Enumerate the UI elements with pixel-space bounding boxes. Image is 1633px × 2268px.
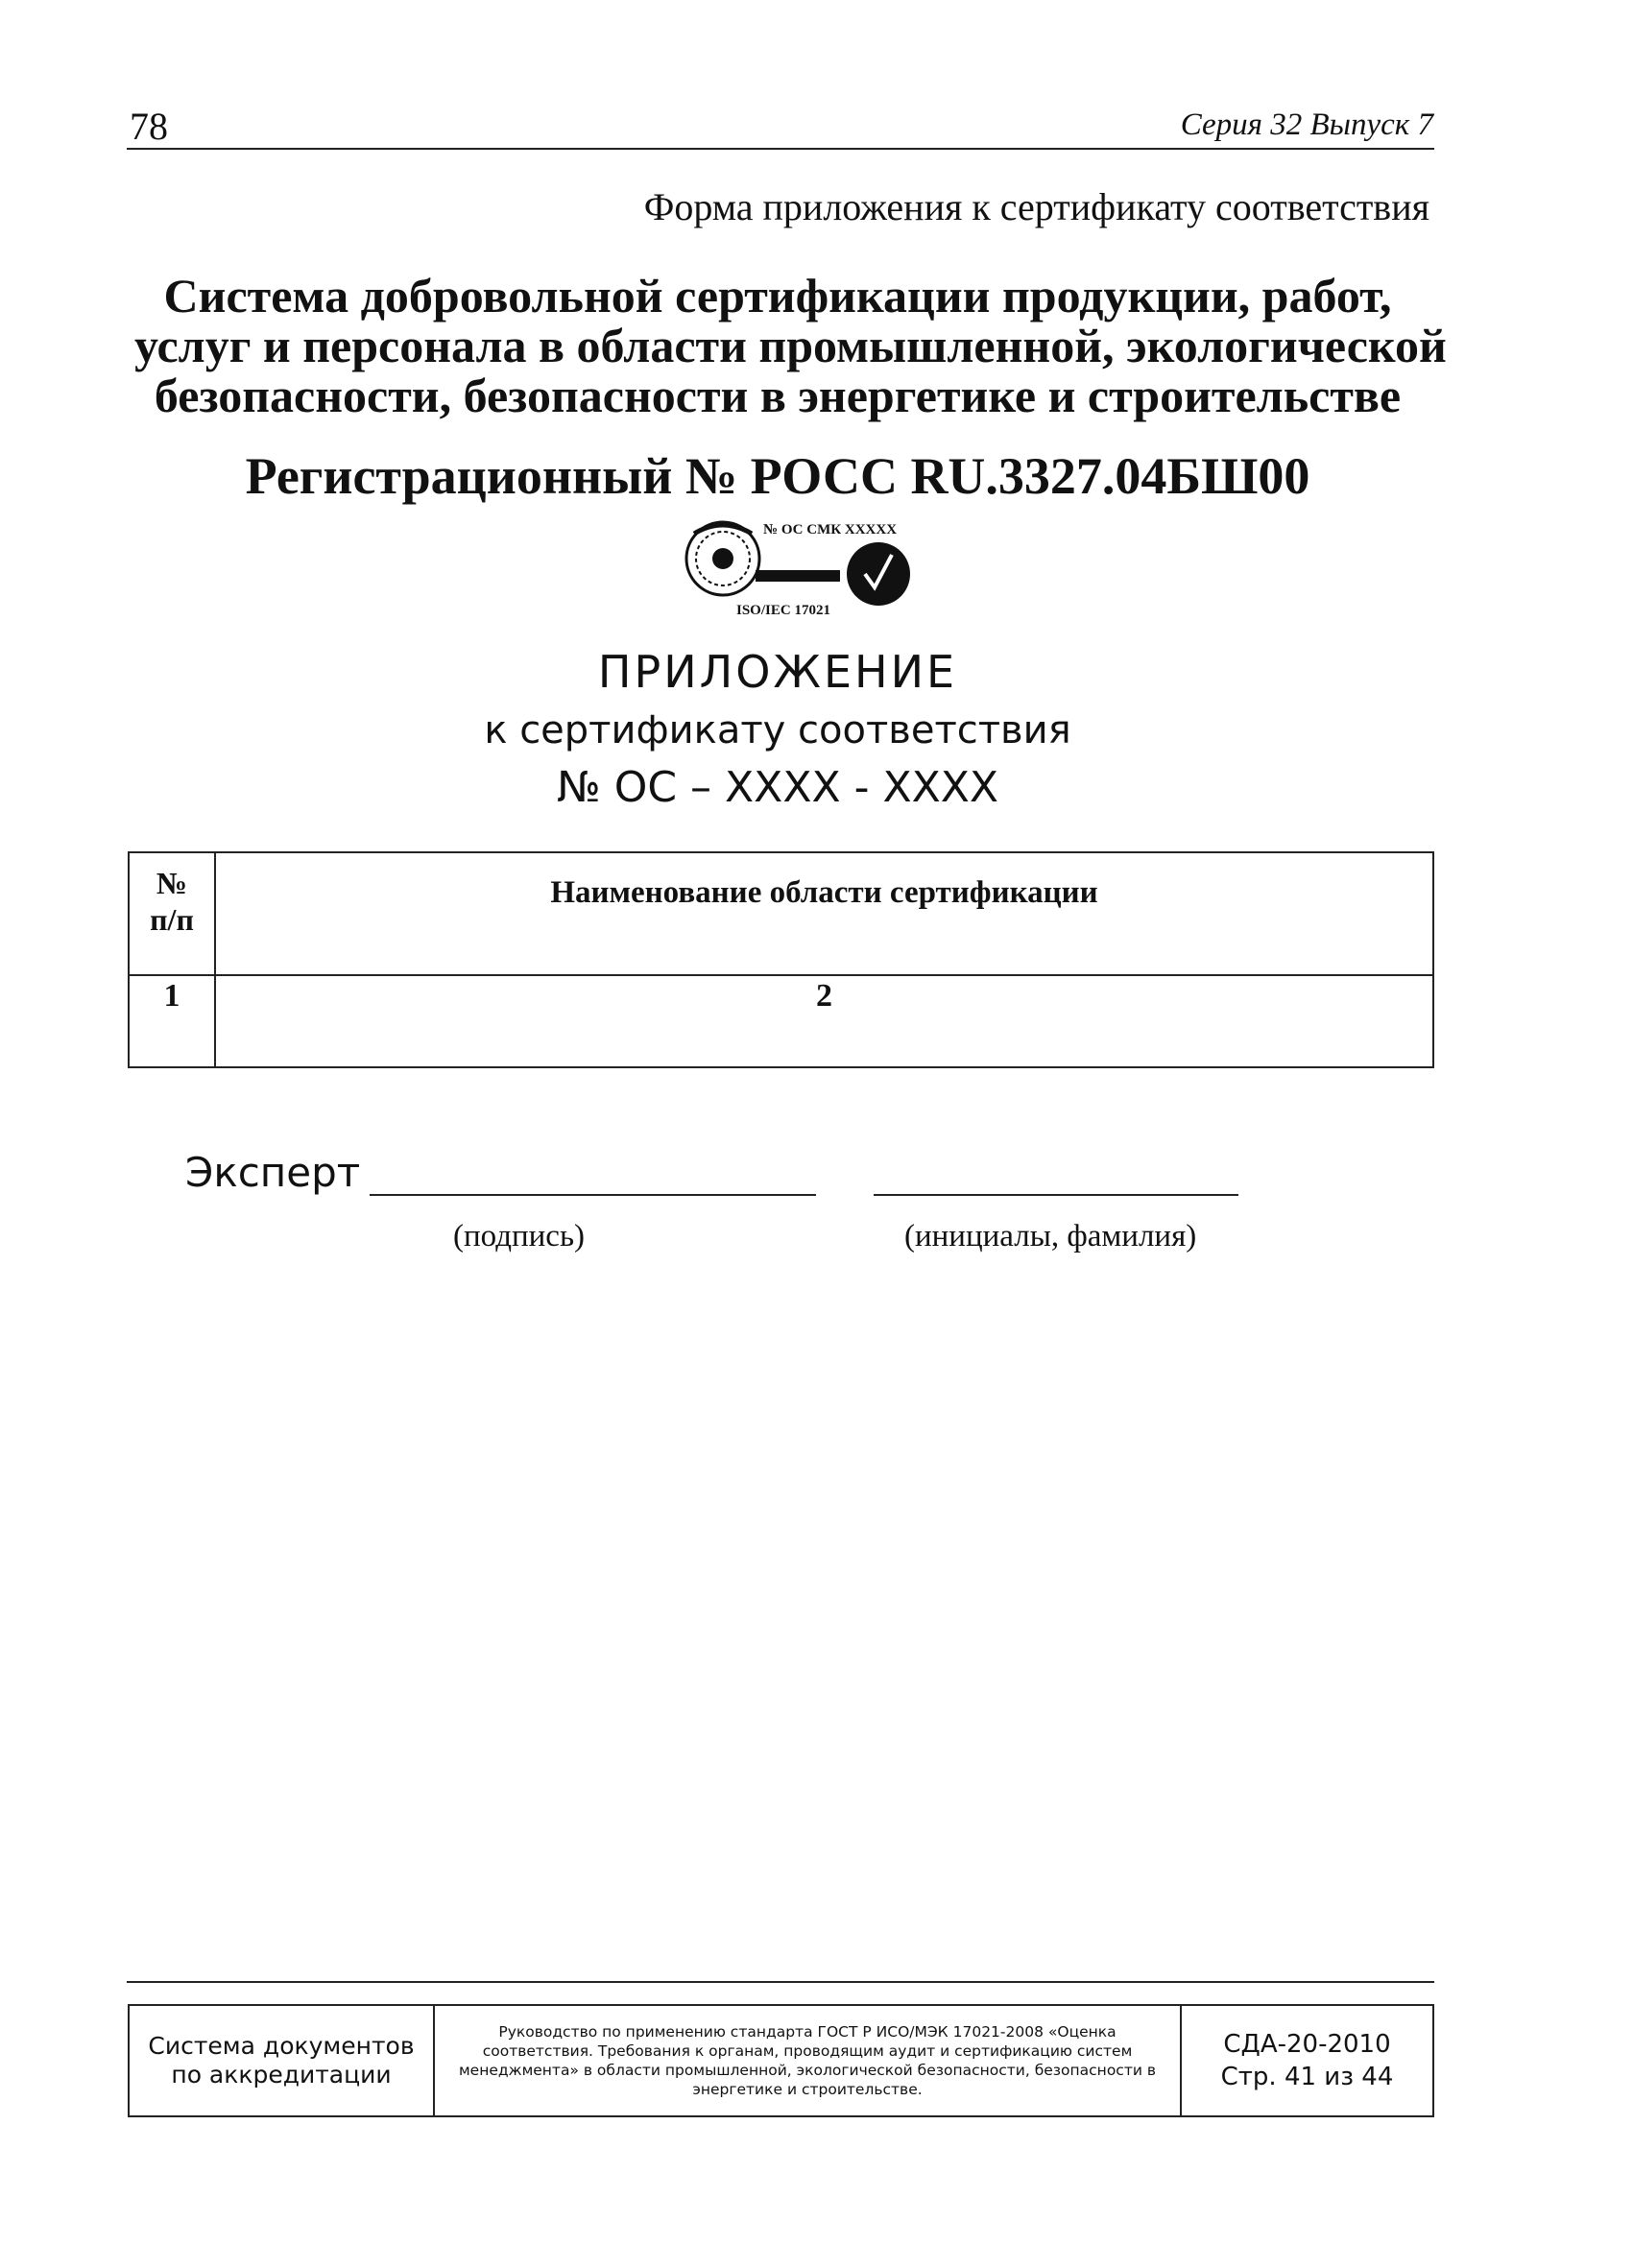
appendix-number: № ОС – XXXX - XXXX (556, 763, 999, 812)
footer-doc-code: СДА-20-2010 (1223, 2030, 1391, 2059)
footer-rule (127, 1981, 1434, 1983)
scope-table (128, 851, 1434, 1068)
footer-left-cell: Система документов по аккредитации (129, 2005, 434, 2116)
footer-row (129, 2005, 1433, 2116)
system-title (134, 269, 1447, 422)
system-title-line-1: Система добровольной сертификации продукции, работ, (163, 269, 1392, 322)
series-label: Серия 32 Выпуск 7 (1180, 107, 1433, 142)
column-header-number-line-1: № (156, 866, 188, 900)
signature-line (370, 1194, 816, 1196)
column-header-number-line-2: п/п (150, 902, 194, 937)
footer-right-cell (1181, 2005, 1433, 2116)
page-number: 78 (130, 105, 168, 148)
footer-page-info: Стр. 41 из 44 (1220, 2063, 1394, 2091)
column-header-number (129, 852, 215, 975)
index-cell-number: 1 (129, 975, 215, 1067)
form-title: Форма приложения к сертификату соответствия (643, 185, 1429, 228)
column-header-name: Наименование области сертификации (215, 852, 1433, 975)
system-title-line-3: безопасности, безопасности в энергетике и строительстве (154, 369, 1402, 422)
appendix-heading: ПРИЛОЖЕНИЕ (597, 646, 958, 698)
appendix-subheading: к сертификату соответствия (484, 708, 1071, 752)
registration-number: Регистрационный № РОСС RU.3327.04БШ00 (245, 447, 1310, 505)
system-title-line-2: услуг и персонала в области промышленной, экологической (134, 319, 1447, 372)
name-line (874, 1194, 1238, 1196)
certification-logo (677, 516, 950, 624)
expert-label: Эксперт (185, 1149, 361, 1196)
name-caption: (инициалы, фамилия) (904, 1219, 1197, 1253)
signature-caption: (подпись) (453, 1219, 585, 1253)
index-cell-name: 2 (215, 975, 1433, 1067)
scope-table-index-row (129, 975, 1433, 1067)
header-rule (127, 148, 1434, 150)
footer-table (128, 2004, 1434, 2117)
footer-middle-cell: Руководство по применению стандарта ГОСТ Р ИСО/МЭК 17021-2008 «Оценка соответствия. Требования к органам, проводящим аудит и сертификацию систем менеджмента» в области промышленной, экологической безопасности, безопасности в энергетике и строительстве. (434, 2005, 1181, 2116)
logo-bottom-text: ISO/IEC 17021 (736, 603, 830, 618)
scope-table-header-row (129, 852, 1433, 975)
logo-top-text: № ОС СМК XXXXX (763, 522, 898, 537)
